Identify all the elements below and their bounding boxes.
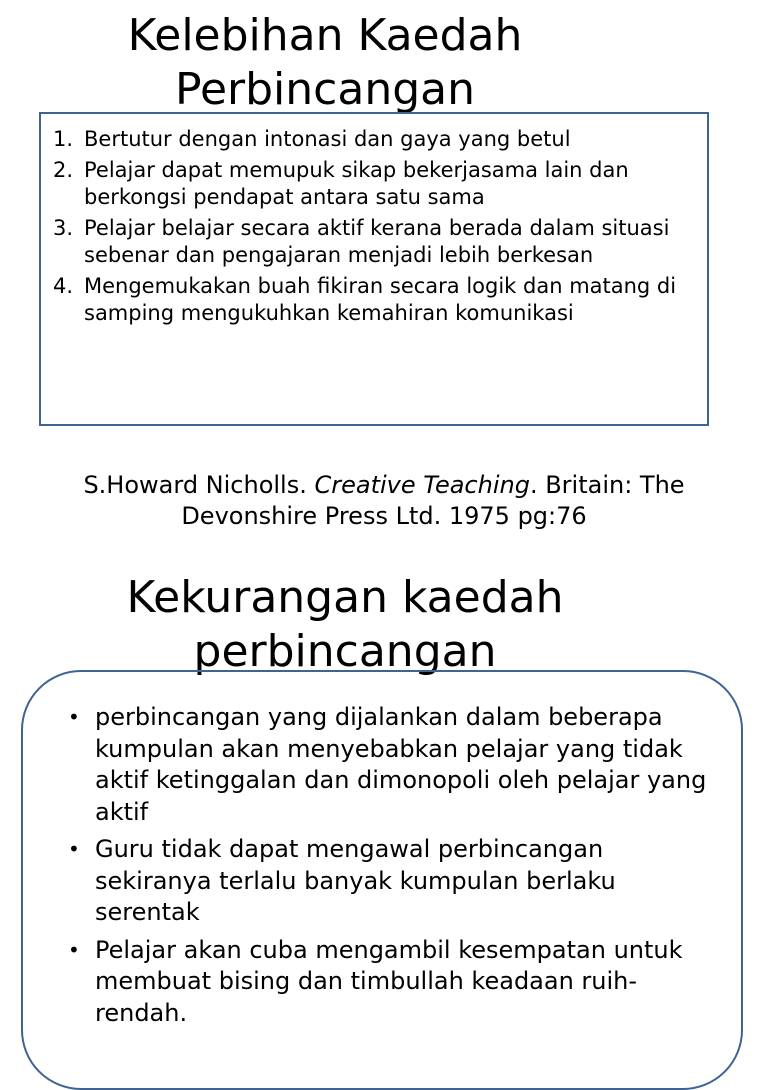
bullet-icon: •	[68, 937, 80, 962]
slide2-title-line1: Kekurangan kaedah	[126, 572, 564, 623]
list-item	[53, 126, 693, 153]
list-item-text: Pelajar belajar secara aktif kerana berada dalam situasi sebenar dan pengajaran menjadi lebih berkesan	[84, 216, 670, 267]
list-item-text: Mengemukakan buah fikiran secara logik dan matang di samping mengukuhkan kemahiran komunikasi	[84, 274, 677, 325]
citation-author: S.Howard Nicholls.	[83, 471, 315, 499]
disadvantages-list	[68, 702, 708, 1035]
slide1-title-line1: Kelebihan Kaedah	[127, 10, 523, 61]
list-item-text: Guru tidak dapat mengawal perbincangan sekiranya terlalu banyak kumpulan berlaku serentak	[95, 835, 616, 926]
list-item	[68, 702, 708, 828]
bullet-icon: •	[68, 837, 80, 861]
list-item-text: Pelajar dapat memupuk sikap bekerjasama lain dan berkongsi pendapat antara satu sama	[84, 158, 629, 209]
slide1-title	[15, 9, 635, 117]
citation-publisher: . Britain: The Devonshire Press Ltd. 1975 pg:76	[181, 471, 685, 530]
list-item	[68, 935, 708, 1030]
list-item	[53, 215, 693, 269]
slide1-title-line2: Perbincangan	[175, 64, 475, 115]
bullet-icon: •	[68, 705, 80, 729]
list-item-text: Bertutur dengan intonasi dan gaya yang betul	[84, 127, 571, 151]
citation-book-title: Creative Teaching	[314, 471, 530, 499]
list-number: 2.	[53, 158, 74, 182]
disadvantages-box	[21, 670, 743, 1090]
advantages-box	[39, 112, 709, 426]
list-item-text: perbincangan yang dijalankan dalam beberapa kumpulan akan menyebabkan pelajar yang tidak aktif ketinggalan dan dimonopoli oleh pelajar yang aktif	[95, 703, 707, 826]
advantages-list	[53, 126, 693, 331]
list-item	[53, 273, 693, 327]
slide2-title-line2: perbincangan	[193, 626, 497, 677]
list-item-text: Pelajar akan cuba mengambil kesempatan untuk membuat bising dan timbullah keadaan ruih-rendah.	[95, 935, 683, 1027]
list-item	[53, 157, 693, 211]
list-number: 3.	[53, 216, 74, 240]
slide2-title	[15, 571, 675, 679]
list-number: 1.	[53, 127, 74, 151]
list-number: 4.	[53, 274, 74, 298]
list-item	[68, 834, 708, 929]
citation	[20, 470, 748, 532]
